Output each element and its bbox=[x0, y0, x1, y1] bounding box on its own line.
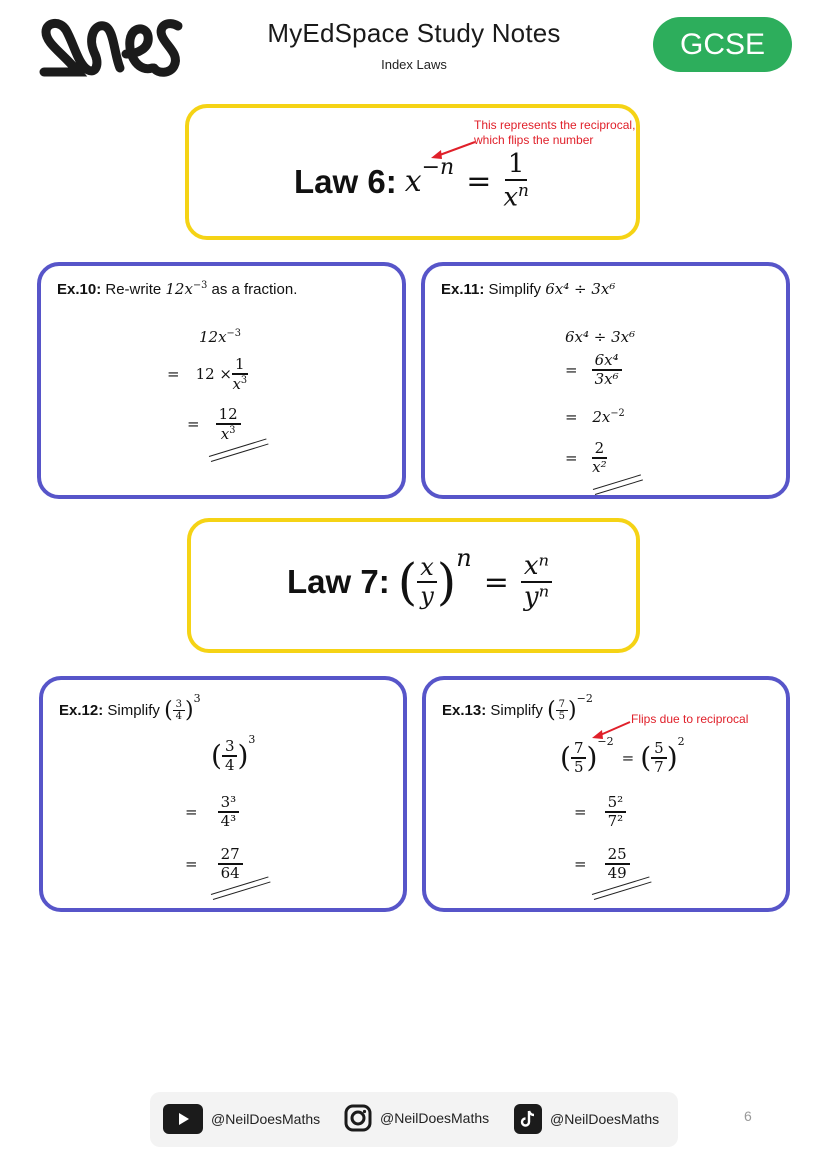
law6-formula: Law 6: x −n = $\frac{1}{x^n}$ bbox=[294, 149, 529, 213]
law7-label: Law 7: bbox=[287, 563, 390, 601]
law7-formula: Law 7: ( $\frac{x}{y}$ ) n = $\frac{\text{xⁿ}}{\text{yⁿ}}$ bbox=[287, 552, 552, 612]
social-tiktok[interactable]: @NeilDoesMaths bbox=[514, 1104, 659, 1134]
tiktok-icon bbox=[514, 1104, 542, 1134]
instagram-icon bbox=[344, 1104, 372, 1132]
law6-box bbox=[185, 104, 640, 240]
example-13-prompt: Ex.13: Simplify ( $\frac{7}{5}$ ) −2 bbox=[442, 692, 593, 723]
youtube-icon bbox=[163, 1104, 203, 1134]
example-11-box: Ex.11: Simplify 6x⁴ ÷ 3x⁶ 6x⁴ ÷ 3x⁶ = $\frac{\text{6x⁴}}{\text{3x⁶}}$ = $2x^{-2}$ = $\frac{2}{\text{x²}}$ bbox=[421, 262, 790, 499]
law6-label: Law 6: bbox=[294, 162, 397, 200]
example-12-prompt: Ex.12: Simplify ( $\frac{3}{4}$ ) 3 bbox=[59, 692, 201, 723]
social-instagram[interactable]: @NeilDoesMaths bbox=[344, 1104, 489, 1132]
page-title: MyEdSpace Study Notes bbox=[267, 18, 561, 48]
page-subtitle: Index Laws bbox=[381, 57, 447, 72]
gcse-badge: GCSE bbox=[653, 17, 792, 72]
example-10-box: Ex.10: Re-write $12x^{-3}$ as a fraction. $12x^{-3}$ = 12 × $\frac{1}{x^3}$ = $\frac{12}{x^3}$ bbox=[37, 262, 406, 499]
example-11-prompt: Ex.11: Simplify 6x⁴ ÷ 3x⁶ bbox=[441, 280, 616, 298]
law7-box bbox=[187, 518, 640, 653]
law6-annotation: This represents the reciprocal, which flips the number bbox=[474, 118, 636, 147]
social-youtube[interactable]: @NeilDoesMaths bbox=[163, 1104, 320, 1134]
example-10-prompt: Ex.10: Re-write $12x^{-3}$ as a fraction. bbox=[57, 280, 298, 298]
example-12-box: Ex.12: Simplify ( $\frac{3}{4}$ ) 3 ( $\frac{3}{4}$ ) 3 = $\frac{\text{3³}}{\text{4³}}$ = $\frac{27}{64}$ bbox=[39, 676, 407, 912]
example-13-annotation: Flips due to reciprocal bbox=[631, 712, 749, 726]
example-13-box: Ex.13: Simplify ( $\frac{7}{5}$ ) −2 Flips due to reciprocal ( $\frac{7}{5}$ ) −2 = ( $\frac{5}{7}$ ) 2 = $\frac{\text{5²}}{\text{7²}}$ = $\frac{25}{49}$ bbox=[422, 676, 790, 912]
page-number: 6 bbox=[744, 1108, 752, 1124]
